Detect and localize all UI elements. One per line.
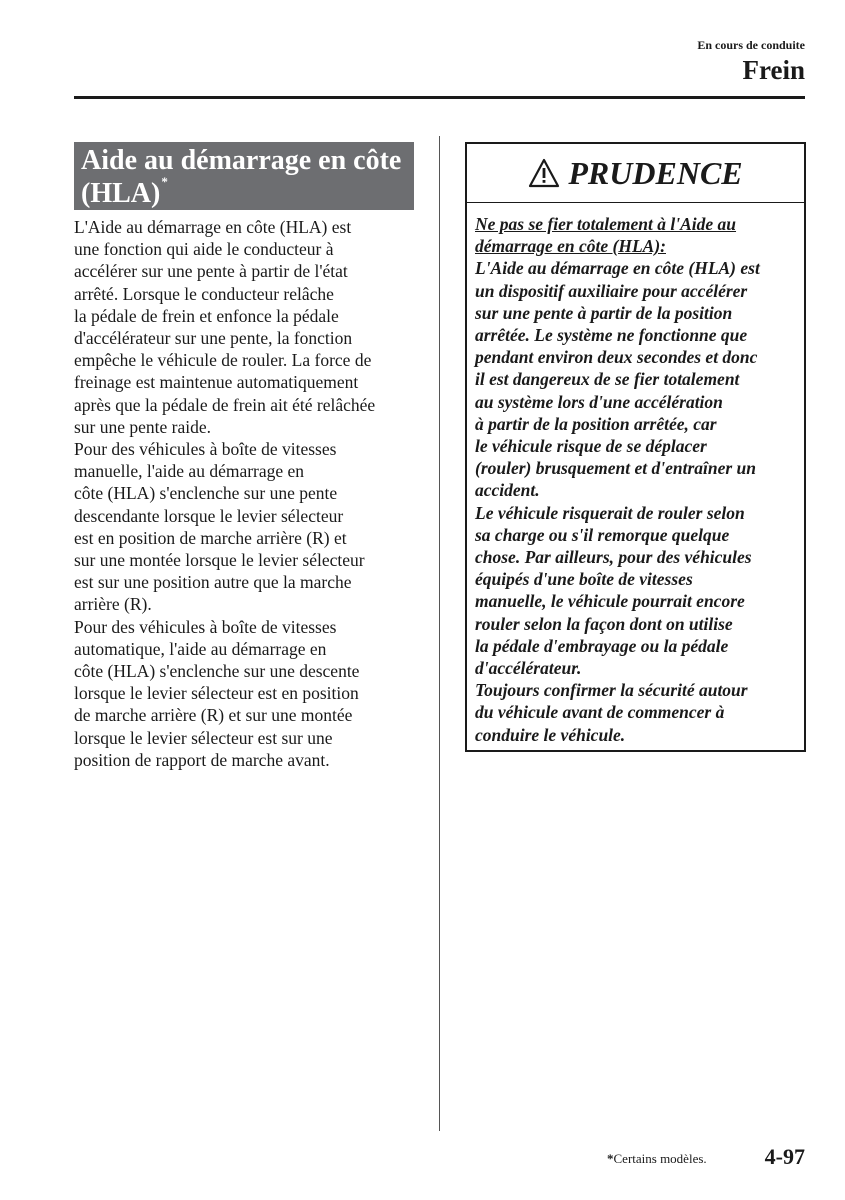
- footer-asterisk: *: [607, 1151, 614, 1166]
- caution-paragraph: Toujours confirmer la sécurité autour du véhicule avant de commencer à conduire le véhicule.: [475, 680, 748, 745]
- caution-lead: Ne pas se fier totalement à l'Aide au démarrage en côte (HLA):: [475, 214, 737, 257]
- body-paragraph: Pour des véhicules à boîte de vitesses automatique, l'aide au démarrage en côte (HLA) s'enclenche sur une descente lorsque le levier sélecteur est en position de marche arrière (R) et sur une montée lorsque le levier sélecteur est sur une position de rapport de marche avant.: [74, 616, 360, 770]
- warning-triangle-icon: [528, 158, 560, 188]
- running-header-section: En cours de conduite: [697, 38, 805, 52]
- caution-header: [467, 144, 804, 203]
- header-rule: [74, 96, 805, 99]
- section-title-asterisk: *: [161, 174, 168, 189]
- caution-paragraph: L'Aide au démarrage en côte (HLA) est un dispositif auxiliaire pour accélérer sur une pente à partir de la position arrêtée. Le système ne fonctionne que pendant environ deux secondes et donc il est dangereux de se fier totalement au système lors d'une accélération à partir de la position arrêtée, car le véhicule risque de se déplacer (rouler) brusquement et d'entraîner un accident.: [475, 258, 760, 501]
- body-paragraph: L'Aide au démarrage en côte (HLA) est une fonction qui aide le conducteur à accélérer sur une pente à partir de l'état arrêté. Lorsque le conducteur relâche la pédale de frein et enfonce la pédale d'accélérateur sur une pente, la fonction empêche le véhicule de rouler. La force de freinage est maintenue automatiquement après que la pédale de frein ait été relâchée sur une pente raide.: [74, 217, 376, 437]
- caution-body: [467, 203, 804, 746]
- running-header-chapter: Frein: [742, 55, 805, 85]
- caution-title: PRUDENCE: [568, 154, 743, 191]
- body-paragraph: Pour des véhicules à boîte de vitesses manuelle, l'aide au démarrage en côte (HLA) s'enclenche sur une pente descendante lorsque le levier sélecteur est en position de marche arrière (R) et sur une montée lorsque le levier sélecteur est sur une position autre que la marche arrière (R).: [74, 439, 365, 615]
- caution-paragraph: Le véhicule risquerait de rouler selon sa charge ou s'il remorque quelque chose. Par ailleurs, pour des véhicules équipés d'une boîte de vitesses manuelle, le véhicule pourrait encore rouler selon la façon dont on utilise la pédale d'embrayage ou la pédale d'accélérateur.: [475, 502, 752, 679]
- caution-box: [465, 142, 806, 752]
- page-number: 4-97: [764, 1144, 805, 1169]
- footer-note: [607, 1151, 707, 1167]
- column-divider: [439, 136, 440, 1131]
- footer-note-text: Certains modèles.: [613, 1151, 707, 1166]
- section-title: [74, 142, 414, 210]
- section-title-text: Aide au démarrage en côte (HLA): [81, 145, 402, 209]
- body-text: [74, 216, 419, 771]
